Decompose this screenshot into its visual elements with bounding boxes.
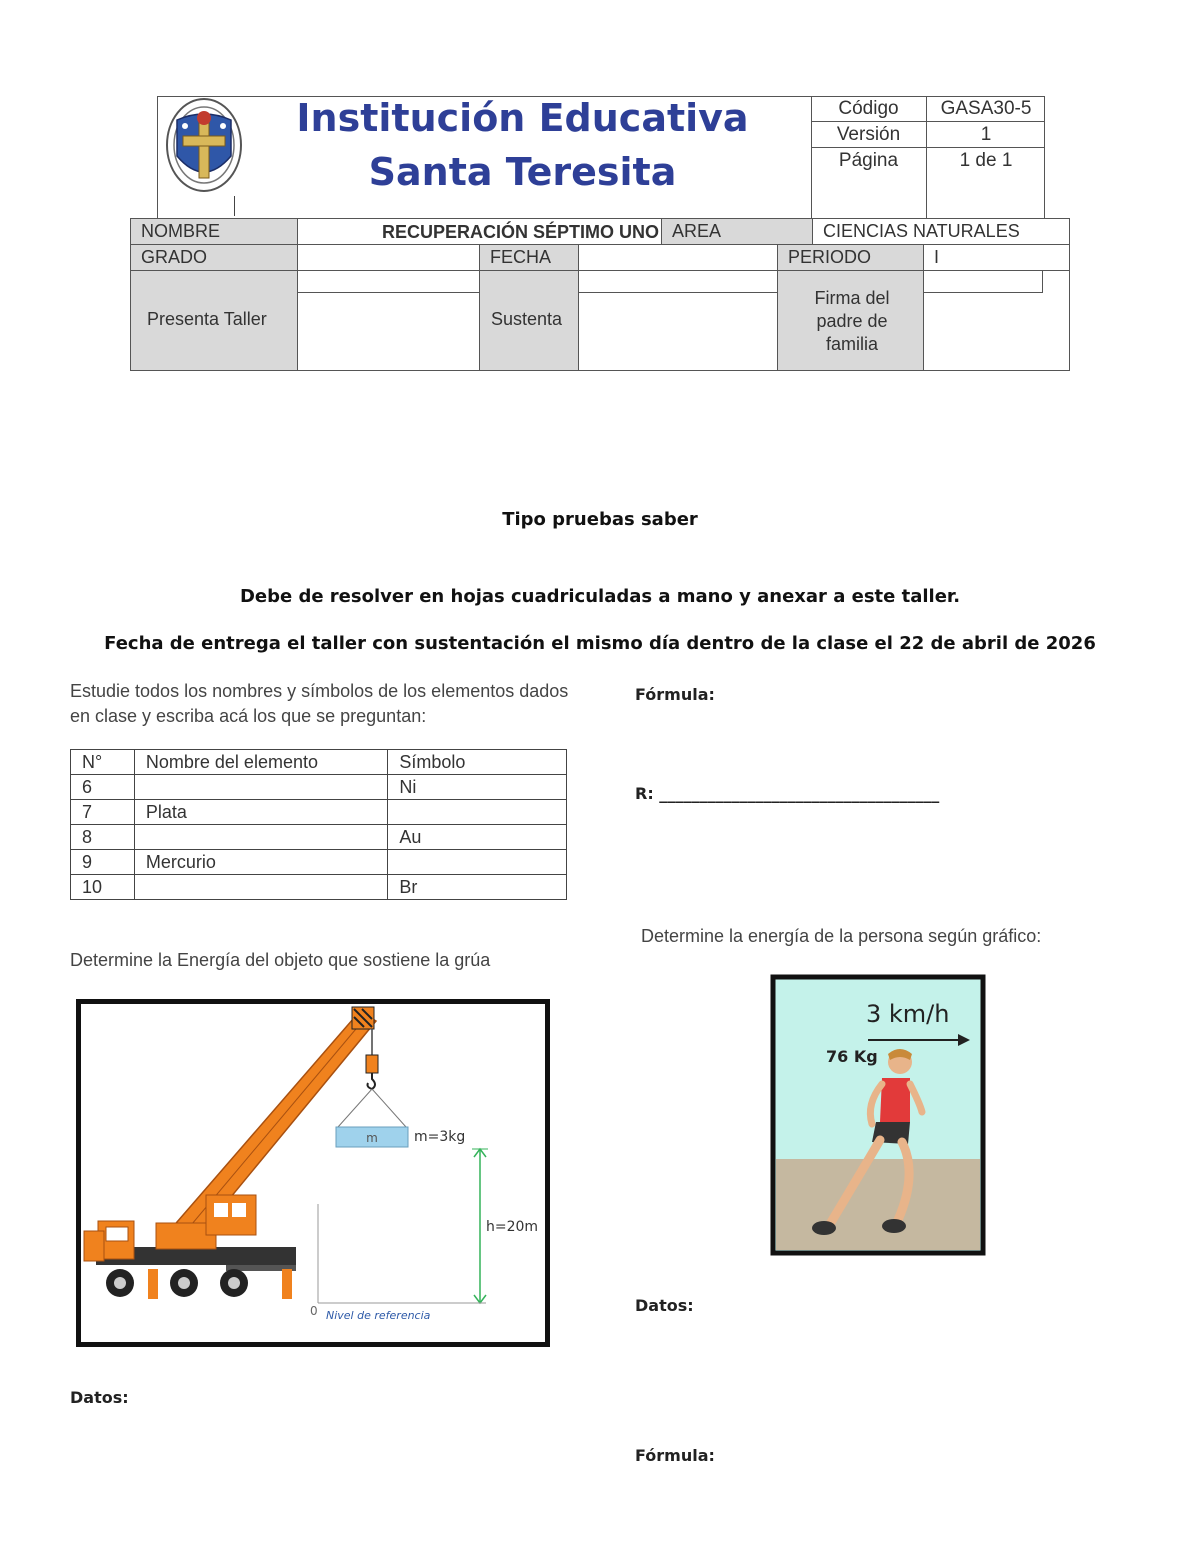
runner-mass-label: 76 Kg [826,1047,878,1066]
table-cell[interactable] [134,875,387,900]
meta-value: GASA30-5 [926,96,1045,121]
table-cell: Au [388,825,567,850]
formula-label-1: Fórmula: [635,685,715,704]
runner-figure [770,974,986,1256]
speed-label: 3 km/h [866,1000,950,1028]
result-line[interactable]: R: ___________________________________ [635,784,940,803]
sustenta-value-cell[interactable] [578,292,778,371]
school-logo [163,96,245,194]
table-cell: Ni [388,775,567,800]
fecha-value-cell[interactable] [578,244,778,271]
runner-datos-label: Datos: [635,1296,694,1315]
meta-row-version [812,122,1044,148]
origin-label: 0 [310,1304,318,1318]
meta-label: Código [838,98,899,119]
table-header: N° [71,750,135,775]
institution-title-line2: Santa Teresita [368,150,677,194]
instructions-line-2: Fecha de entrega el taller con sustentación el mismo día dentro de la clase el 22 de abril de 2026 [104,633,1096,654]
presenta-value-top[interactable] [297,270,480,293]
document-meta [811,96,1044,218]
table-header-row [71,750,567,775]
presenta-label-cell: Presenta Taller [130,270,298,371]
table-cell: 8 [71,825,135,850]
area-label-cell: AREA [661,218,813,245]
table-cell: 9 [71,850,135,875]
grado-label-cell: GRADO [130,244,298,271]
table-cell: 7 [71,800,135,825]
meta-label: Página [838,150,899,171]
student-form [130,218,1070,371]
table-header: Nombre del elemento [134,750,387,775]
crane-question: Determine la Energía del objeto que sostiene la grúa [70,950,491,970]
elements-table [70,749,567,900]
crane-datos-label: Datos: [70,1388,129,1407]
table-header: Símbolo [388,750,567,775]
table-cell[interactable] [134,775,387,800]
meta-value: 1 de 1 [926,148,1045,218]
nombre-value-cell[interactable]: RECUPERACIÓN SÉPTIMO UNO [297,218,662,245]
table-cell: Mercurio [134,850,387,875]
table-cell: 10 [71,875,135,900]
table-row [71,875,567,900]
sustenta-value-top[interactable] [578,270,778,293]
grado-value-cell[interactable] [297,244,480,271]
firma-label-cell: Firma del padre de familia [777,270,924,371]
presenta-value-cell[interactable] [297,292,480,371]
meta-label: Versión [836,124,901,145]
periodo-label-cell: PERIODO [777,244,924,271]
reference-label: Nivel de referencia [326,1309,431,1322]
instructions-line-1: Debe de resolver en hojas cuadriculadas a mano y anexar a este taller. [239,586,961,607]
meta-row-code [812,96,1044,122]
periodo-value-cell: I [923,244,1070,271]
runner-question: Determine la energía de la persona según gráfico: [641,926,1042,946]
mass-label: m=3kg [414,1129,466,1145]
height-label: h=20m [486,1219,539,1235]
fecha-label-cell: FECHA [479,244,579,271]
meta-row-page [812,148,1044,218]
elements-intro: Estudie todos los nombres y símbolos de los elementos dados en clase y escriba acá los que se preguntan: [70,681,569,726]
table-row [71,850,567,875]
table-cell[interactable] [388,850,567,875]
instructions-title: Tipo pruebas saber [502,509,698,530]
table-cell: Br [388,875,567,900]
formula-label-2: Fórmula: [635,1446,715,1465]
table-cell[interactable] [134,825,387,850]
sustenta-label-cell: Sustenta [479,270,579,371]
header-divider-mark [234,196,235,216]
table-row [71,825,567,850]
nombre-label-cell: NOMBRE [130,218,298,245]
meta-value: 1 [926,122,1045,147]
table-cell: 6 [71,775,135,800]
table-row [71,775,567,800]
table-cell: Plata [134,800,387,825]
firma-value-cell[interactable] [923,270,1070,371]
mass-box-label: m [366,1131,378,1145]
institution-title-line1: Institución Educativa [296,96,749,140]
table-row [71,800,567,825]
crane-figure [76,999,550,1347]
area-value-cell: CIENCIAS NATURALES [812,218,1070,245]
table-cell[interactable] [388,800,567,825]
